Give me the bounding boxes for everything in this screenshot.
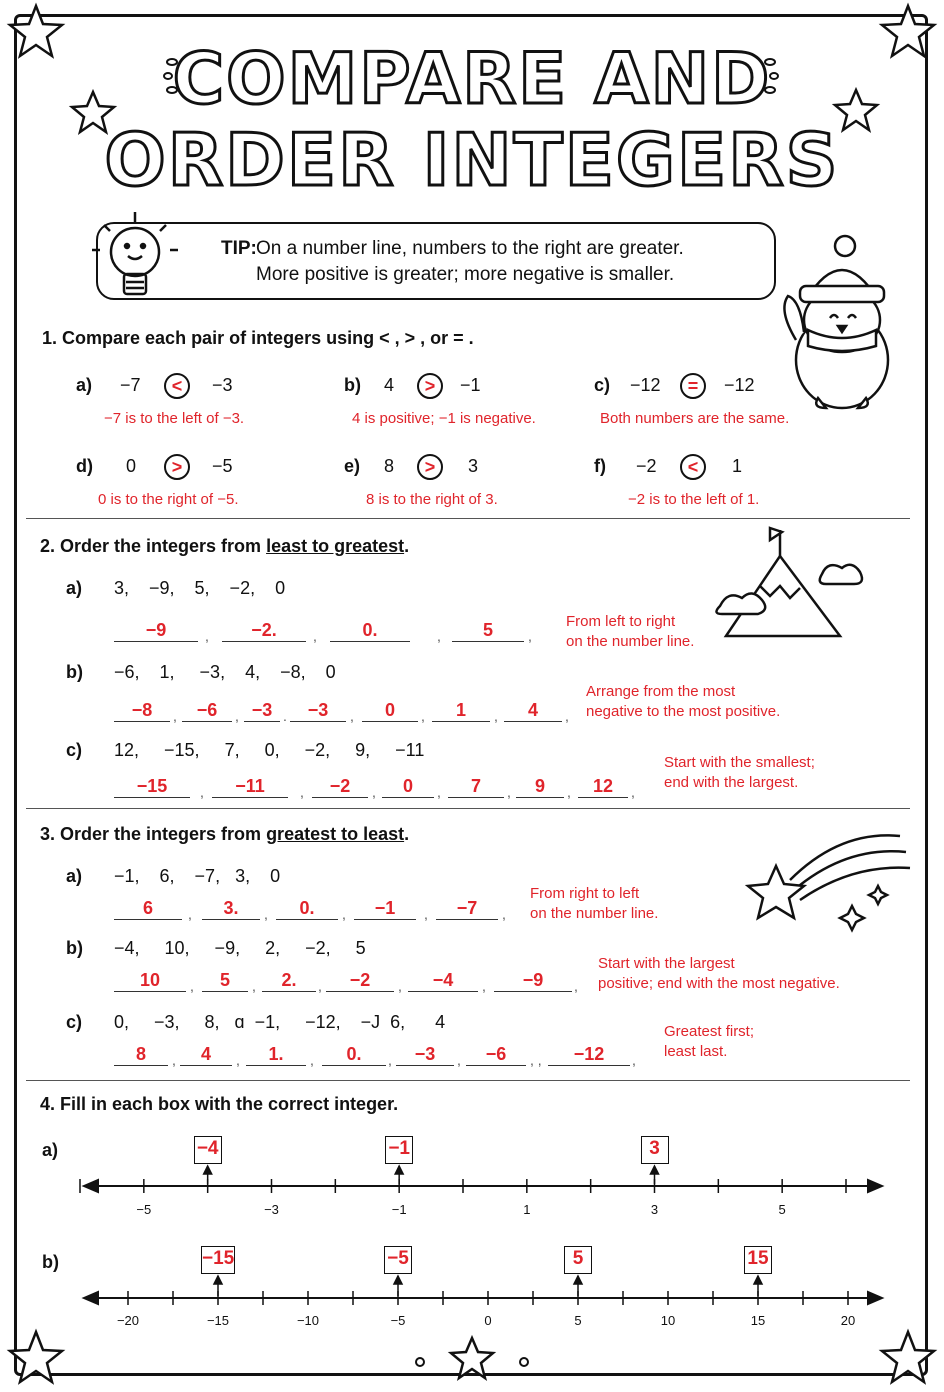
q4-b-label: b) (42, 1252, 59, 1272)
q4-a-label: a) (42, 1140, 59, 1160)
answer-blank[interactable]: 7 (448, 776, 504, 798)
q2-c-given: 12, −15, 7, 0, −2, 9, −11 (114, 740, 425, 760)
q1-b-label: b) (344, 375, 361, 395)
tip-text-line1: On a number line, numbers to the right are greater. (256, 238, 684, 259)
q2-heading: 2. Order the integers from least to greatest. (40, 536, 410, 556)
tick-label: −20 (116, 1313, 140, 1328)
tick-label: 5 (778, 1202, 786, 1217)
q3-heading: 3. Order the integers from greatest to least. (40, 824, 410, 844)
answer-blank[interactable]: −8 (114, 700, 170, 722)
q3-b-note-1: Start with the largest (598, 955, 735, 972)
q1-e-left: 8 (384, 456, 395, 476)
q4-b-answer-box[interactable]: −15 (201, 1246, 235, 1274)
answer-blank[interactable]: −4 (408, 970, 478, 992)
q2-c-note-2: end with the largest. (664, 774, 799, 791)
q1-b-left: 4 (384, 375, 395, 395)
q1-b-right: −1 (460, 375, 481, 395)
tick-label: −5 (136, 1202, 152, 1217)
q4-heading: 4. Fill in each box with the correct integer. (40, 1094, 399, 1114)
q3-c-note-1: Greatest first; (664, 1023, 755, 1040)
q2-a-label: a) (66, 578, 83, 598)
answer-blank[interactable]: 0. (330, 620, 410, 642)
q1-b-note: 4 is positive; −1 is negative. (352, 410, 536, 427)
answer-blank[interactable]: −6 (182, 700, 232, 722)
q1-a-left: −7 (120, 375, 141, 395)
q4-b-answer-box[interactable]: 15 (744, 1246, 772, 1274)
answer-blank[interactable]: 6 (114, 898, 182, 920)
q3-a-note-1: From right to left (530, 885, 640, 902)
q1-d-note: 0 is to the right of −5. (98, 491, 239, 508)
answer-blank[interactable]: 0 (362, 700, 418, 722)
q1-e-right: 3 (468, 456, 479, 476)
q1-b-answer-circle[interactable]: > (417, 373, 443, 399)
answer-blank[interactable]: 4 (180, 1044, 232, 1066)
q1-d-right: −5 (212, 456, 233, 476)
q2-c-label: c) (66, 740, 83, 760)
star-icon (882, 1332, 934, 1382)
arrow-head (754, 1276, 762, 1284)
answer-blank[interactable]: −3 (244, 700, 280, 722)
answer-blank[interactable]: −3 (290, 700, 346, 722)
divider (26, 808, 910, 809)
arrow-head (204, 1166, 212, 1174)
answer-blank[interactable]: −6 (466, 1044, 526, 1066)
shooting-star-icon (748, 835, 910, 930)
arrow-head (574, 1276, 582, 1284)
tick-label: 3 (650, 1202, 659, 1217)
answer-blank[interactable]: −12 (548, 1044, 630, 1066)
answer-blank[interactable]: −2 (326, 970, 394, 992)
number-line-b (84, 1292, 882, 1304)
q1-c-note: Both numbers are the same. (600, 410, 790, 427)
q1-f-label: f) (594, 456, 606, 476)
divider (26, 1080, 910, 1081)
answer-blank[interactable]: 12 (578, 776, 628, 798)
arrow-head (395, 1166, 403, 1174)
tick-label: 10 (660, 1313, 676, 1328)
q1-c-left: −12 (630, 375, 661, 395)
q3-b-label: b) (66, 938, 83, 958)
tick-label: −1 (391, 1202, 407, 1217)
arrow-head (394, 1276, 402, 1284)
answer-blank[interactable]: 3. (202, 898, 260, 920)
answer-blank[interactable]: 5 (202, 970, 248, 992)
q3-c-given: 0, −3, 8, ɑ −1, −12, −Ј 6, 4 (114, 1012, 446, 1032)
q1-c-answer-circle[interactable]: = (680, 373, 706, 399)
arrow-head (214, 1276, 222, 1284)
q2-a-note-2: on the number line. (566, 633, 695, 650)
q1-e-label: e) (344, 456, 361, 476)
tip-label: TIP: (221, 238, 257, 259)
answer-blank[interactable]: 0. (276, 898, 338, 920)
q1-a-right: −3 (212, 375, 233, 395)
q4-b-answer-box[interactable]: 5 (564, 1246, 592, 1274)
q2-b-note-1: Arrange from the most (586, 683, 736, 700)
tick-label: −10 (296, 1313, 320, 1328)
q1-heading: 1. Compare each pair of integers using < , > , or = . (42, 328, 474, 348)
answer-blank[interactable]: −9 (494, 970, 572, 992)
q1-a-note: −7 is to the left of −3. (104, 410, 245, 427)
star-icon (10, 1332, 62, 1382)
q2-b-label: b) (66, 662, 83, 682)
number-line-a (84, 1180, 882, 1192)
answer-blank[interactable]: 9 (516, 776, 564, 798)
answer-blank[interactable]: 4 (504, 700, 562, 722)
q4-b-answer-box[interactable]: −5 (384, 1246, 412, 1274)
page-title-line1: COMPARE AND (172, 38, 772, 120)
answer-blank[interactable]: 10 (114, 970, 186, 992)
answer-blank[interactable]: 1 (432, 700, 490, 722)
q3-b-given: −4, 10, −9, 2, −2, 5 (114, 938, 366, 958)
q1-e-answer-circle[interactable]: > (417, 454, 443, 480)
tip-text-line2: More positive is greater; more negative is smaller. (256, 264, 675, 285)
tick-label: −5 (390, 1313, 406, 1328)
answer-blank[interactable]: −2 (312, 776, 368, 798)
q1-d-left: 0 (126, 456, 137, 476)
q1-f-answer-circle[interactable]: < (680, 454, 706, 480)
answer-blank[interactable]: −15 (114, 776, 190, 798)
q1-a-answer-circle[interactable]: < (164, 373, 190, 399)
q3-a-label: a) (66, 866, 83, 886)
q2-a-given: 3, −9, 5, −2, 0 (114, 578, 286, 598)
q3-c-label: c) (66, 1012, 83, 1032)
tick-label: 15 (750, 1313, 766, 1328)
q1-c-right: −12 (724, 375, 755, 395)
q2-a-note-1: From left to right (566, 613, 676, 630)
answer-blank[interactable]: −3 (396, 1044, 454, 1066)
tick-label: 20 (840, 1313, 856, 1328)
tick-label: −15 (206, 1313, 230, 1328)
answer-blank[interactable]: 1. (246, 1044, 306, 1066)
q3-a-given: −1, 6, −7, 3, 0 (114, 866, 281, 886)
answer-blank[interactable]: −11 (212, 776, 288, 798)
q4-a-answer-box[interactable]: −4 (194, 1136, 222, 1164)
q1-f-left: −2 (636, 456, 657, 476)
tick-label: 0 (484, 1313, 492, 1328)
answer-blank[interactable]: 2. (262, 970, 316, 992)
q1-f-right: 1 (732, 456, 743, 476)
mountain-icon (716, 528, 862, 636)
tick-label: 5 (574, 1313, 582, 1328)
q2-b-given: −6, 1, −3, 4, −8, 0 (114, 662, 336, 682)
answer-blank[interactable]: −9 (114, 620, 198, 642)
answer-blank[interactable]: −7 (436, 898, 498, 920)
page-title-line2: ORDER INTEGERS (104, 118, 840, 202)
q1-d-answer-circle[interactable]: > (164, 454, 190, 480)
answer-blank[interactable]: −2. (222, 620, 306, 642)
tip-box (96, 222, 776, 300)
q4-a-answer-box[interactable]: 3 (641, 1136, 669, 1164)
answer-blank[interactable]: 0. (322, 1044, 386, 1066)
penguin-icon (784, 236, 888, 408)
star-icon (451, 1338, 493, 1378)
arrow-head (651, 1166, 659, 1174)
answer-blank[interactable]: 5 (452, 620, 524, 642)
q1-d-label: d) (76, 456, 93, 476)
tick-label: 1 (523, 1202, 531, 1217)
answer-blank[interactable]: 8 (114, 1044, 168, 1066)
worksheet-page: COMPARE AND ORDER INTEGERS TIP: On a number line, numbers to the right are greater. More positive is greater; more negative is smaller. 1. Compare each pair of integers using < , > , or = . a) −7 < −3 −7 is to the left of −3. b) 4 > −1 4 is positive; −1 is negative. c) −12 = −12 Both numbers are the same. d) 0 > −5 0 is to the right of −5. e) 8 > 3 8 is to the right of 3. f) −2 < 1 −2 is to the left of 1. 2. Order the integers from least to greatest. a) 3, −9, 5, −2, 0 −9 , −2. , 0. , 5 , From left to right on the number line. b) −6, 1, −3, 4, −8, 0 −8 , −6 , −3 . −3 , 0 , 1 , 4 , Arrange from the most negative to the most positive. c) 12, −15, 7, 0, −2, 9, −11 −15 , −11 , −2 , 0 , 7 , 9 , 12 , Start with the smallest; end with the largest. 3. Order the integers from greatest to least. a) −1, 6, −7, 3, 0 6 , 3. , 0. , −1 , −7 , From right to left on the number line. b) −4, 10, −9, 2, −2, 5 10 , 5 , 2. , −2 , −4 , −9 , Start with the largest positive; end with the most negative. c) 0, −3, 8, ɑ −1, −12, −Ј 6, 4 8 , 4 , 1. , 0. , −3 , −6 , , −12 , Greatest first; least last. 4. Fill in each box with the correct integer. a) b) −5 −3 −1 1 3 5 −4 −1 3 −20 −15 −10 −5 0 5 10 15 20 −15 −5 5 15 (0, 0, 944, 1392)
q2-b-note-2: negative to the most positive. (586, 703, 781, 720)
answer-blank[interactable]: −1 (354, 898, 416, 920)
q1-c-label: c) (594, 375, 611, 395)
tick-label: −3 (264, 1202, 279, 1217)
q3-a-note-2: on the number line. (530, 905, 659, 922)
q3-b-note-2: positive; end with the most negative. (598, 975, 840, 992)
q4-a-answer-box[interactable]: −1 (385, 1136, 413, 1164)
q1-a-label: a) (76, 375, 93, 395)
q2-c-note-1: Start with the smallest; (664, 754, 815, 771)
q3-c-note-2: least last. (664, 1043, 728, 1060)
q1-e-note: 8 is to the right of 3. (366, 491, 498, 508)
q1-f-note: −2 is to the left of 1. (628, 491, 760, 508)
divider (26, 518, 910, 519)
answer-blank[interactable]: 0 (382, 776, 434, 798)
